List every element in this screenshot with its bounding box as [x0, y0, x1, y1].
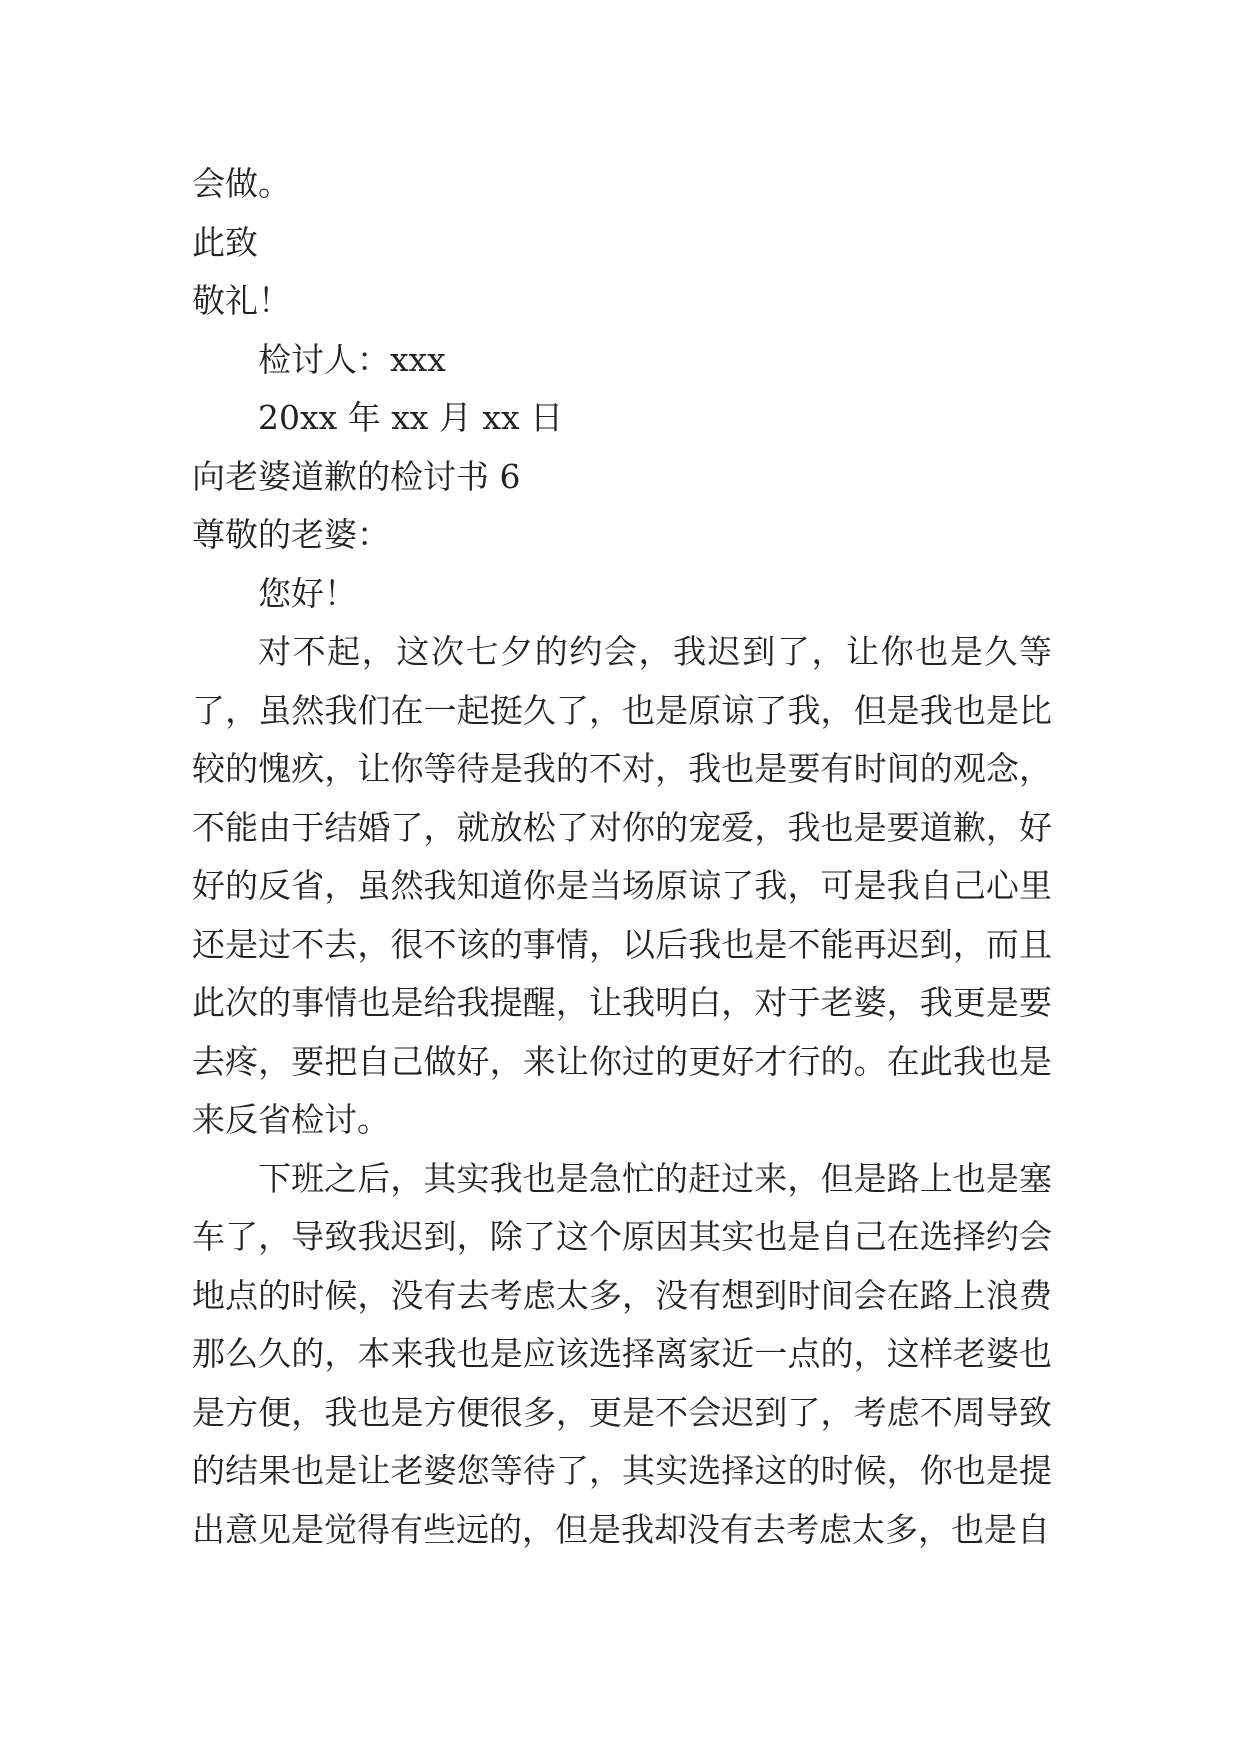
signer-line: 检讨人：xxx — [258, 339, 446, 379]
salutation: 尊敬的老婆： — [192, 515, 390, 554]
body-paragraph-2: 下班之后，其实我也是急忙的赶过来，但是路上也是塞车了，导致我迟到，除了这个原因其实也是自己在选择约会地点的时候，没有去考虑太多，没有想到时间会在路上浪费那么久的，本来我也是应该选择离家近一点的，这样老婆也是方便，我也是方便很多，更是不会迟到了，考虑不周导致的结果也是让老婆您等待了，其实选择这的时候，你也是提出意见是觉得有些远的，但是我却没有去考虑太多，也是自 — [192, 1158, 1052, 1549]
body-paragraph-1: 对不起，这次七夕的约会，我迟到了，让你也是久等了，虽然我们在一起挺久了，也是原谅了我，但是我也是比较的愧疚，让你等待是我的不对，我也是要有时间的观念，不能由于结婚了，就放松了对你的宠爱，我也是要道歉，好好的反省，虽然我知道你是当场原谅了我，可是我自己心里还是过不去，很不该的事情，以后我也是不能再迟到，而且此次的事情也是给我提醒，让我明白，对于老婆，我更是要去疼，要把自己做好，来让你过的更好才行的。在此我也是来反省检讨。 — [192, 632, 1052, 1139]
closing-line-2: 敬礼！ — [192, 281, 291, 320]
closing-line-1: 此致 — [192, 222, 258, 262]
letter-title: 向老婆道歉的检讨书 6 — [192, 456, 521, 496]
greeting: 您好！ — [258, 573, 357, 613]
previous-letter-tail: 会做。 — [192, 164, 291, 203]
date-line: 20xx 年 xx 月 xx 日 — [258, 398, 564, 437]
document-body — [192, 155, 1052, 1559]
